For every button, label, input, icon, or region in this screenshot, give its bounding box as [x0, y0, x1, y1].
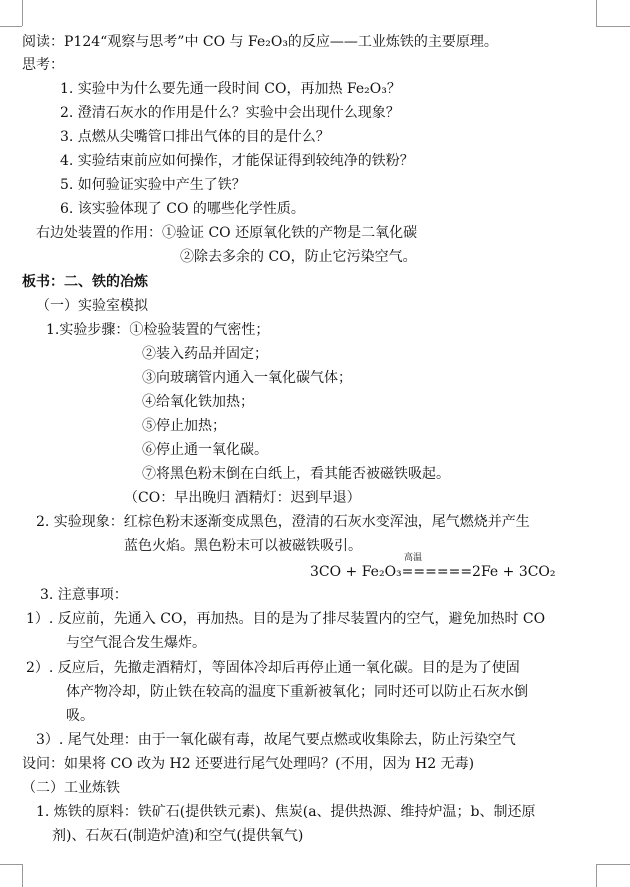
crop-mark-top-right-h: [596, 26, 630, 27]
phenomena-line-1: 2. 实验现象：红棕色粉末逐渐变成黑色，澄清的石灰水变浑浊，尾气燃烧并产生: [36, 514, 530, 530]
crop-mark-bottom-right: [596, 864, 597, 887]
equation-condition: 高温: [404, 553, 423, 563]
question-2: 2. 澄清石灰水的作用是什么？实验中会出现什么现象？: [60, 105, 400, 121]
step-7: ⑦将黑色粉末倒在白纸上，看其能否被磁铁吸起。: [142, 466, 450, 482]
steps-label: 1.实验步骤：①检验装置的气密性；: [46, 322, 270, 338]
reading-line: 阅读：P124“观察与思考”中 CO 与 Fe₂O₃的反应——工业炼铁的主要原理。: [22, 34, 498, 50]
question-6: 6. 该实验体现了 CO 的哪些化学性质。: [60, 201, 305, 217]
step-5: ⑤停止加热；: [142, 418, 226, 434]
note-2-line-1: 2）. 反应后，先撤走酒精灯，等固体冷却后再停止通一氧化碳。目的是为了使固: [26, 660, 520, 676]
step-3: ③向玻璃管内通入一氧化碳气体；: [142, 370, 352, 386]
device-function-2: ②除去多余的 CO，防止它污染空气。: [180, 249, 417, 265]
h2-question: 设问：如果将 CO 改为 H2 还要进行尾气处理吗？(不用，因为 H2 无毒): [22, 756, 475, 772]
question-3: 3. 点燃从尖嘴管口排出气体的目的是什么？: [60, 129, 330, 145]
board-title: 板书：二、铁的冶炼: [22, 274, 148, 290]
step-4: ④给氧化铁加热；: [142, 394, 254, 410]
step-2: ②装入药品并固定；: [142, 346, 268, 362]
crop-mark-top-right: [596, 0, 597, 26]
chemical-equation: 3CO + Fe₂O₃======2Fe + 3CO₂: [310, 564, 556, 580]
mnemonic: （CO：早出晚归 酒精灯：迟到早退）: [124, 490, 361, 506]
notes-heading: 3. 注意事项：: [40, 587, 128, 603]
phenomena-line-2: 蓝色火焰。黑色粉末可以被磁铁吸引。: [124, 538, 362, 554]
question-1: 1. 实验中为什么要先通一段时间 CO，再加热 Fe₂O₃？: [60, 81, 401, 97]
note-2-line-3: 吸。: [66, 708, 94, 724]
question-4: 4. 实验结束前应如何操作，才能保证得到较纯净的铁粉？: [60, 153, 414, 169]
device-function-1: 右边处装置的作用：①验证 CO 还原氧化铁的产物是二氧化碳: [36, 225, 418, 241]
crop-mark-bottom-left-h: [0, 864, 22, 865]
step-6: ⑥停止通一氧化碳。: [142, 442, 268, 458]
think-label: 思考：: [22, 57, 64, 73]
question-5: 5. 如何验证实验中产生了铁？: [60, 177, 246, 193]
crop-mark-bottom-right-h: [596, 864, 630, 865]
note-3: 3）. 尾气处理：由于一氧化碳有毒，故尾气要点燃或收集除去，防止污染空气: [36, 732, 516, 748]
note-1-line-2: 与空气混合发生爆炸。: [66, 635, 206, 651]
crop-mark-bottom-left: [22, 864, 23, 887]
note-2-line-2: 体产物冷却，防止铁在较高的温度下重新被氧化；同时还可以防止石灰水倒: [66, 684, 528, 700]
raw-materials-line-1: 1. 炼铁的原料：铁矿石(提供铁元素)、焦炭(a、提供热源、维持炉温；b、制还原: [36, 804, 536, 820]
industry-heading: （二）工业炼铁: [22, 780, 120, 796]
crop-mark-top-left-h: [0, 26, 22, 27]
note-1-line-1: 1）. 反应前，先通入 CO，再加热。目的是为了排尽装置内的空气，避免加热时 CO: [26, 611, 546, 627]
raw-materials-line-2: 剂)、石灰石(制造炉渣)和空气(提供氧气): [52, 828, 304, 844]
lab-heading: （一）实验室模拟: [36, 298, 148, 314]
crop-mark-top-left: [22, 0, 23, 26]
